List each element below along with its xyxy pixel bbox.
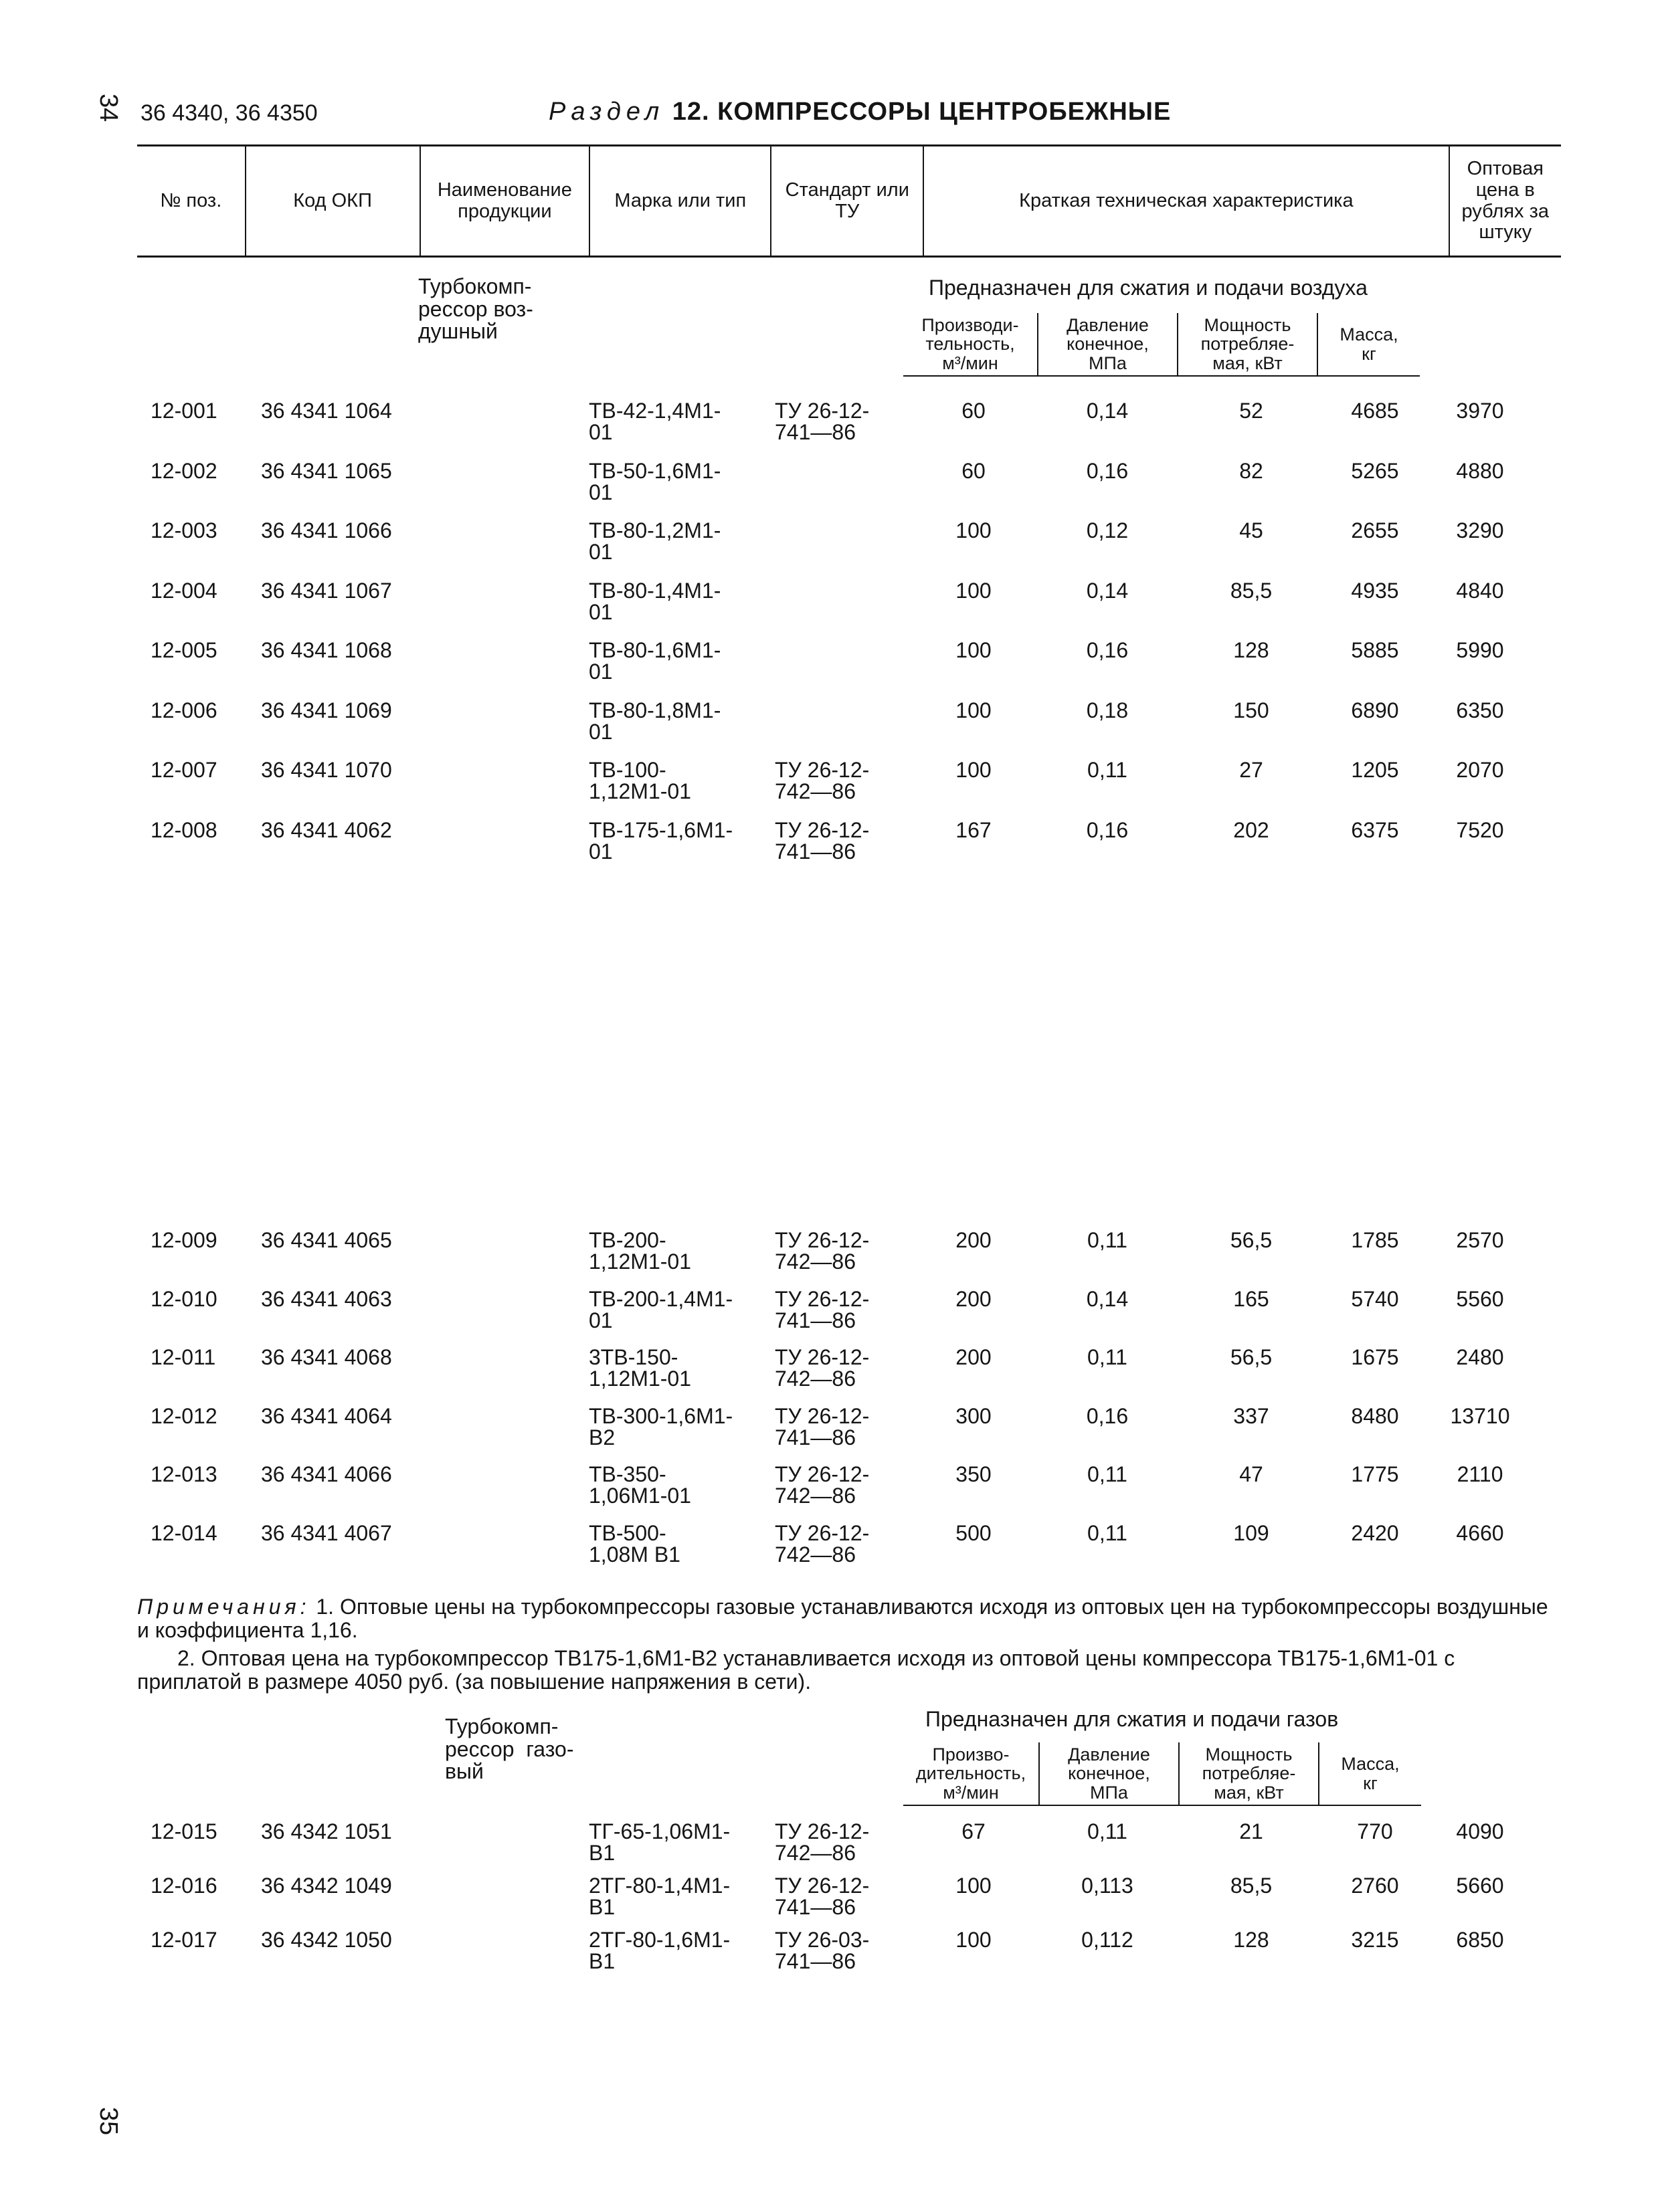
cell-num: 12-004 [151,578,217,603]
cell-press: 0,11 [1087,1520,1127,1545]
col-num: № поз. [160,189,222,211]
cell-num: 12-011 [151,1345,216,1369]
cell-mark: ТВ-200-1,4М1- 01 [589,1286,733,1332]
cell-mass: 6375 [1351,817,1399,842]
cell-power: 85,5 [1230,578,1273,603]
cell-std: ТУ 26-12- 742—86 [775,1520,870,1567]
cell-mark: 3ТВ-150- 1,12М1-01 [589,1345,691,1391]
group-air-subheader [903,313,1420,377]
cell-mass: 8480 [1351,1403,1399,1428]
cell-press: 0,11 [1087,758,1127,782]
cell-num: 12-012 [151,1403,217,1428]
cell-perf: 60 [961,458,986,483]
cell-mass: 2420 [1351,1520,1399,1545]
cell-mark: ТВ-500- 1,08М В1 [589,1520,680,1567]
cell-perf: 67 [961,1819,986,1843]
cell-std: ТУ 26-12- 742—86 [775,1228,870,1274]
cell-price: 2480 [1456,1345,1504,1369]
cell-price: 13710 [1450,1403,1510,1428]
cell-mass: 3215 [1351,1928,1399,1952]
cell-power: 27 [1239,758,1263,782]
cell-price: 4840 [1456,578,1504,603]
cell-okp: 36 4341 1069 [261,698,392,722]
cell-perf: 200 [955,1286,992,1311]
cell-std: ТУ 26-12- 741—86 [775,399,870,444]
cell-mark: ТВ-50-1,6М1- 01 [589,458,721,504]
cell-perf: 167 [955,817,992,842]
sub2-press: Давление конечное, МПа [1039,1742,1179,1805]
cell-mass: 1785 [1351,1228,1399,1252]
cell-mass: 4685 [1351,399,1399,423]
cell-power: 128 [1233,1928,1269,1952]
cell-power: 56,5 [1230,1345,1273,1369]
cell-price: 2570 [1456,1228,1504,1252]
column-header [137,144,1561,258]
cell-power: 128 [1233,638,1269,662]
cell-okp: 36 4341 4067 [261,1520,392,1545]
page-number-left: 34 [94,94,122,122]
cell-mark: 2ТГ-80-1,6М1- В1 [589,1928,731,1973]
cell-price: 5560 [1456,1286,1504,1311]
cell-price: 4660 [1456,1520,1504,1545]
sub-press: Давление конечное, МПа [1038,313,1178,376]
cell-perf: 500 [955,1520,992,1545]
cell-perf: 200 [955,1228,992,1252]
cell-power: 165 [1233,1286,1269,1311]
section-word: Раздел [549,98,665,126]
cell-press: 0,16 [1086,638,1129,662]
cell-perf: 60 [961,399,986,423]
sub-mass: Масса, кг [1317,313,1420,376]
cell-okp: 36 4341 1066 [261,518,392,542]
cell-std: ТУ 26-12- 742—86 [775,1462,870,1508]
cell-num: 12-008 [151,817,217,842]
cell-mass: 2760 [1351,1874,1399,1898]
cell-okp: 36 4342 1051 [261,1819,392,1843]
cell-mark: ТВ-80-1,6М1- 01 [589,638,721,684]
cell-power: 45 [1239,518,1263,542]
col-tech: Краткая техническая характеристика [923,146,1449,257]
cell-press: 0,12 [1086,518,1129,542]
cell-price: 6350 [1456,698,1504,722]
cell-press: 0,11 [1087,1345,1127,1369]
cell-mark: ТВ-80-1,8М1- 01 [589,698,721,744]
cell-press: 0,18 [1086,698,1129,722]
cell-num: 12-005 [151,638,217,662]
col-okp: Код ОКП [246,146,420,257]
cell-mass: 770 [1357,1819,1393,1843]
cell-perf: 100 [955,638,992,662]
cell-okp: 36 4342 1049 [261,1874,392,1898]
cell-power: 150 [1233,698,1269,722]
cell-num: 12-015 [151,1819,217,1843]
cell-okp: 36 4341 4063 [261,1286,392,1311]
cell-mass: 6890 [1351,698,1399,722]
page-number-bottom: 35 [94,2107,122,2136]
sub-power: Мощность потребляе- мая, кВт [1178,313,1317,376]
col-std: Стандарт или ТУ [771,146,923,257]
cell-mass: 1205 [1351,758,1399,782]
cell-price: 5990 [1456,638,1504,662]
cell-perf: 100 [955,758,992,782]
cell-mass: 5740 [1351,1286,1399,1311]
sub2-perf: Произво- дительность, м³/мин [903,1742,1039,1805]
group-gas-subheader [903,1742,1421,1806]
cell-press: 0,14 [1086,578,1129,603]
cell-mark: ТГ-65-1,06М1- В1 [589,1819,731,1865]
cell-okp: 36 4341 4068 [261,1345,392,1369]
note-1-text: 1. Оптовые цены на турбокомпрессоры газовые устанавливаются исходя из оптовых цен на турбокомпрессоры воздушные и коэффициента 1,16. [137,1595,1548,1643]
cell-perf: 100 [955,578,992,603]
cell-press: 0,16 [1086,817,1129,842]
cell-okp: 36 4342 1050 [261,1928,392,1952]
group-air-name: Турбокомп- рессор воз- душный [418,274,533,344]
cell-okp: 36 4341 4064 [261,1403,392,1428]
page-title [549,98,1171,126]
cell-okp: 36 4341 1067 [261,578,392,603]
cell-num: 12-003 [151,518,217,542]
cell-mark: ТВ-80-1,2М1- 01 [589,518,721,564]
cell-mark: ТВ-42-1,4М1- 01 [589,399,721,444]
section-title: 12. КОМПРЕССОРЫ ЦЕНТРОБЕЖНЫЕ [672,98,1172,126]
cell-mark: ТВ-350- 1,06М1-01 [589,1462,691,1508]
cell-std: ТУ 26-12- 742—86 [775,758,870,803]
cell-okp: 36 4341 1064 [261,399,392,423]
cell-num: 12-014 [151,1520,217,1545]
cell-perf: 300 [955,1403,992,1428]
cell-mass: 5885 [1351,638,1399,662]
cell-std: ТУ 26-12- 741—86 [775,1874,870,1919]
sub2-mass: Масса, кг [1319,1742,1421,1805]
cell-okp: 36 4341 1070 [261,758,392,782]
cell-power: 202 [1233,817,1269,842]
cell-okp: 36 4341 1068 [261,638,392,662]
cell-price: 2070 [1456,758,1504,782]
cell-press: 0,112 [1081,1928,1133,1952]
cell-num: 12-001 [151,399,217,423]
cell-okp: 36 4341 4062 [261,817,392,842]
cell-price: 7520 [1456,817,1504,842]
col-name: Наименование продукции [420,146,589,257]
cell-press: 0,11 [1087,1228,1127,1252]
cell-perf: 100 [955,518,992,542]
cell-num: 12-016 [151,1874,217,1898]
col-price: Оптовая цена в рублях за штуку [1449,146,1561,257]
cell-price: 3290 [1456,518,1504,542]
cell-mark: 2ТГ-80-1,4М1- В1 [589,1874,731,1919]
cell-price: 4090 [1456,1819,1504,1843]
cell-mark: ТВ-300-1,6М1- В2 [589,1403,733,1449]
cell-price: 2110 [1457,1462,1503,1486]
cell-press: 0,113 [1081,1874,1133,1898]
cell-perf: 200 [955,1345,992,1369]
sub-perf: Производи- тельность, м³/мин [903,313,1038,376]
group-gas-purpose: Предназначен для сжатия и подачи газов [925,1707,1339,1731]
cell-std: ТУ 26-12- 741—86 [775,817,870,864]
cell-press: 0,14 [1086,399,1129,423]
cell-power: 52 [1239,399,1263,423]
cell-mass: 4935 [1351,578,1399,603]
cell-num: 12-010 [151,1286,217,1311]
cell-press: 0,16 [1086,458,1129,483]
cell-std: ТУ 26-12- 742—86 [775,1345,870,1391]
cell-std: ТУ 26-03- 741—86 [775,1928,870,1973]
group-air-purpose: Предназначен для сжатия и подачи воздуха [929,276,1368,300]
cell-press: 0,11 [1087,1819,1127,1843]
cell-press: 0,16 [1086,1403,1129,1428]
cell-mass: 1675 [1351,1345,1399,1369]
cell-mark: ТВ-80-1,4М1- 01 [589,578,721,624]
cell-price: 4880 [1456,458,1504,483]
col-mark: Марка или тип [589,146,771,257]
cell-power: 82 [1239,458,1263,483]
group-gas-name: Турбокомп- рессор газо- вый [445,1714,574,1784]
cell-perf: 100 [955,1928,992,1952]
cell-std: ТУ 26-12- 741—86 [775,1286,870,1332]
cell-power: 21 [1239,1819,1263,1843]
cell-power: 109 [1233,1520,1269,1545]
sub2-power: Мощность потребляе- мая, кВт [1179,1742,1319,1805]
cell-mass: 2655 [1351,518,1399,542]
cell-num: 12-009 [151,1228,217,1252]
note-2: 2. Оптовая цена на турбокомпрессор ТВ175-1,6М1-В2 устанавливается исходя из оптовой цены компрессора ТВ175-1,6М1-01 с приплатой в размере 4050 руб. (за повышение напряжения в сети). [137,1646,1455,1694]
cell-price: 5660 [1456,1874,1504,1898]
cell-price: 3970 [1456,399,1504,423]
cell-power: 337 [1233,1403,1269,1428]
cell-okp: 36 4341 1065 [261,458,392,483]
cell-okp: 36 4341 4066 [261,1462,392,1486]
cell-mark: ТВ-175-1,6М1- 01 [589,817,733,864]
cell-mass: 5265 [1351,458,1399,483]
cell-num: 12-007 [151,758,217,782]
cell-num: 12-002 [151,458,217,483]
cell-power: 56,5 [1230,1228,1273,1252]
cell-press: 0,11 [1087,1462,1127,1486]
cell-mark: ТВ-200- 1,12М1-01 [589,1228,691,1274]
cell-num: 12-006 [151,698,217,722]
cell-perf: 100 [955,1874,992,1898]
cell-perf: 100 [955,698,992,722]
cell-price: 6850 [1456,1928,1504,1952]
cell-mark: ТВ-100- 1,12М1-01 [589,758,691,803]
cell-perf: 350 [955,1462,992,1486]
cell-press: 0,14 [1086,1286,1129,1311]
header-codes: 36 4340, 36 4350 [141,100,318,126]
cell-power: 47 [1239,1462,1263,1486]
cell-num: 12-013 [151,1462,217,1486]
note-1 [137,1595,1562,1642]
cell-std: ТУ 26-12- 741—86 [775,1403,870,1449]
cell-num: 12-017 [151,1928,217,1952]
cell-std: ТУ 26-12- 742—86 [775,1819,870,1865]
cell-okp: 36 4341 4065 [261,1228,392,1252]
notes-label: Примечания: [137,1595,310,1619]
cell-mass: 1775 [1351,1462,1399,1486]
cell-power: 85,5 [1230,1874,1273,1898]
